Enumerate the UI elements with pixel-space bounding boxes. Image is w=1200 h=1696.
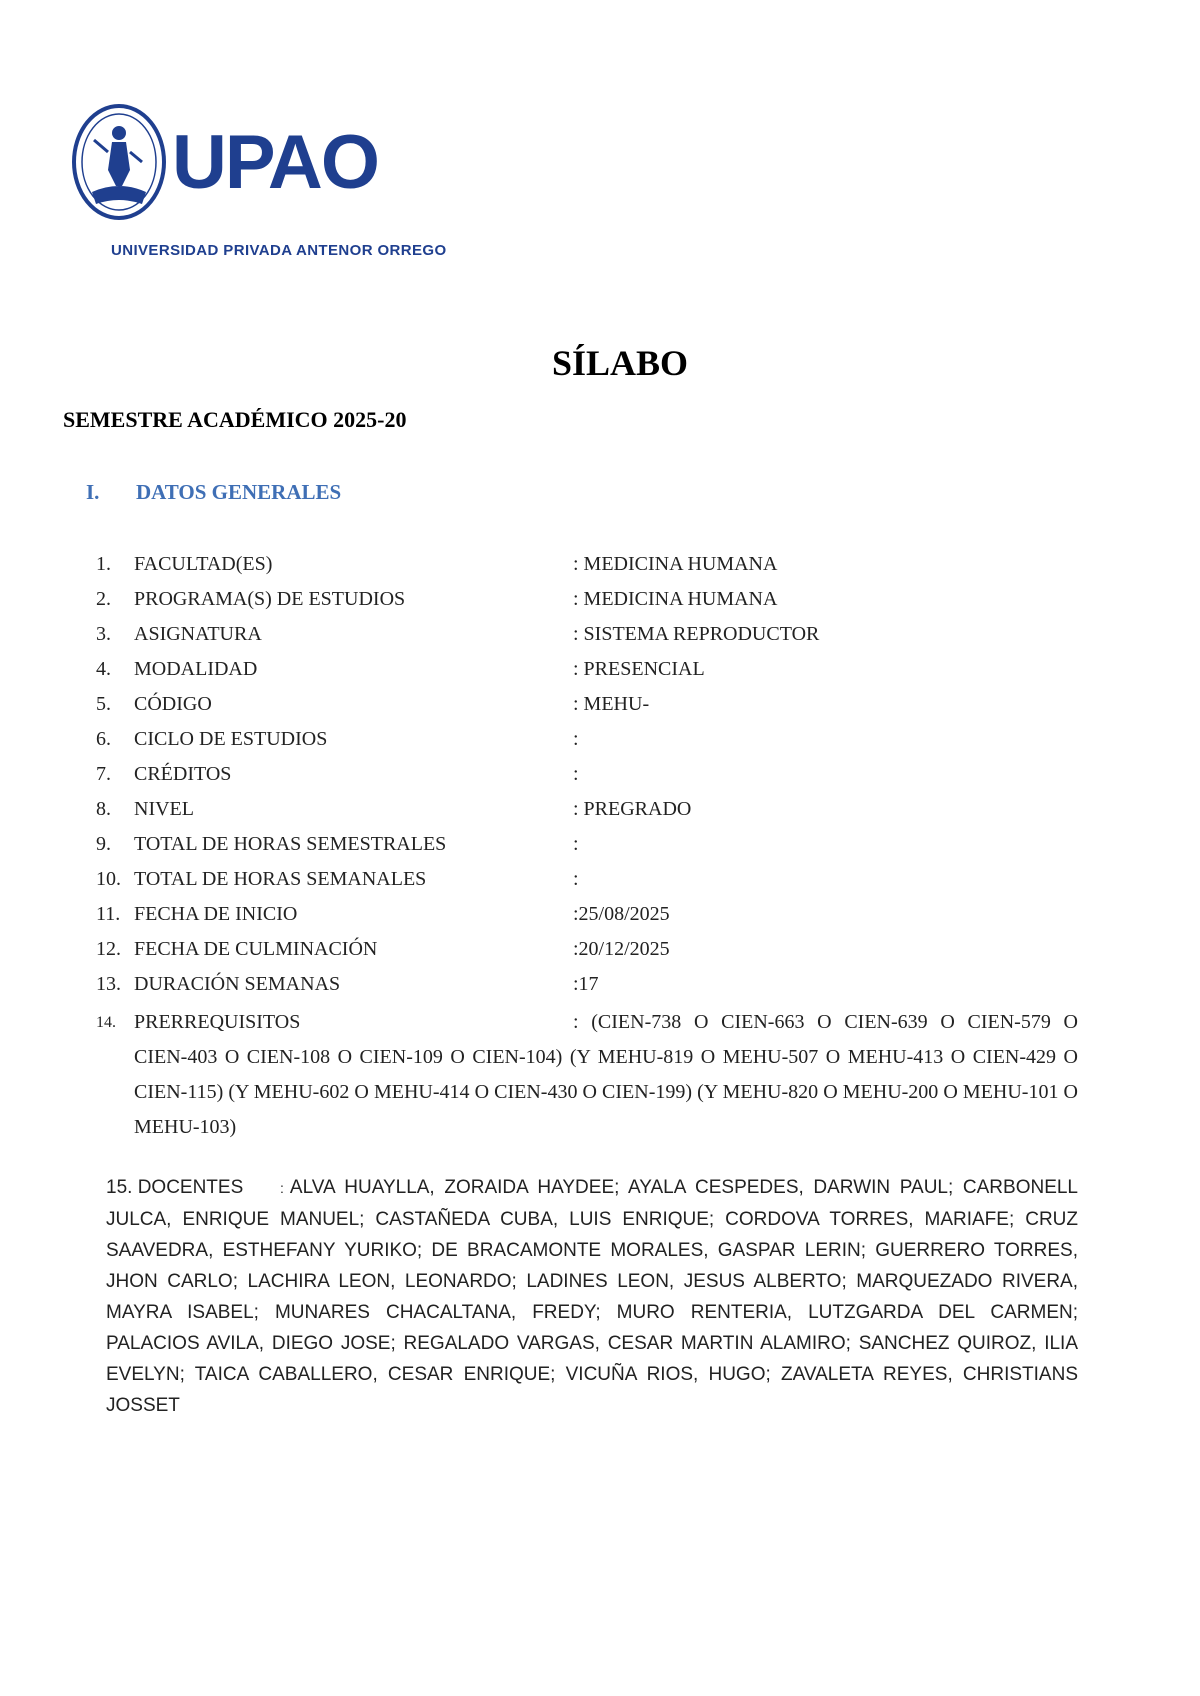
field-label: FECHA DE INICIO	[134, 903, 298, 925]
field-number: 13.	[96, 973, 121, 995]
field-duration-weeks	[96, 970, 1078, 1005]
field-value: :	[573, 833, 579, 855]
field-label: FACULTAD(ES)	[134, 553, 273, 575]
field-number: 6.	[96, 728, 111, 750]
field-number: 8.	[96, 798, 111, 820]
field-label: CÓDIGO	[134, 693, 212, 715]
field-value: :	[573, 868, 579, 890]
field-value: : PREGRADO	[573, 798, 692, 820]
logo-wordmark: UPAO	[172, 120, 378, 205]
general-data-list	[96, 550, 1078, 1005]
field-label: NIVEL	[134, 798, 194, 820]
field-value: : SISTEMA REPRODUCTOR	[573, 623, 820, 645]
field-number: 11.	[96, 903, 121, 925]
field-number: 10.	[96, 868, 121, 890]
field-label: CICLO DE ESTUDIOS	[134, 728, 328, 750]
field-start-date	[96, 900, 1078, 935]
field-value: :	[573, 728, 579, 750]
field-credits	[96, 760, 1078, 795]
section-title: DATOS GENERALES	[136, 480, 342, 504]
field-number: 12.	[96, 938, 121, 960]
field-value: : MEDICINA HUMANA	[573, 553, 778, 575]
field-label: ASIGNATURA	[134, 623, 262, 645]
field-label: MODALIDAD	[134, 658, 258, 680]
field-value: : MEHU-	[573, 693, 650, 715]
field-value-continued: CIEN-403 O CIEN-108 O CIEN-109 O CIEN-104) (Y MEHU-819 O MEHU-507 O MEHU-413 O CIEN-429 O CIEN-115) (Y MEHU-602 O MEHU-414 O CIEN-430 O CIEN-199) (Y MEHU-820 O MEHU-200 O MEHU-101 O MEHU-103)	[134, 1046, 1078, 1138]
field-value: : PRESENCIAL	[573, 658, 705, 680]
field-label: TOTAL DE HORAS SEMANALES	[134, 868, 427, 890]
field-code	[96, 690, 1078, 725]
field-number: 4.	[96, 658, 111, 680]
field-number: 3.	[96, 623, 111, 645]
field-program	[96, 585, 1078, 620]
field-label: CRÉDITOS	[134, 763, 232, 785]
field-modality	[96, 655, 1078, 690]
semester-heading: SEMESTRE ACADÉMICO 2025-20	[63, 407, 407, 432]
field-faculty	[96, 550, 1078, 585]
field-weekly-hours	[96, 865, 1078, 900]
field-value: : (CIEN-738 O CIEN-663 O CIEN-639 O CIEN-579 O	[573, 1011, 1078, 1033]
field-value: :20/12/2025	[573, 938, 670, 960]
field-number: 9.	[96, 833, 111, 855]
field-label: PRERREQUISITOS	[134, 1011, 301, 1033]
field-cycle	[96, 725, 1078, 760]
field-semester-hours	[96, 830, 1078, 865]
university-seal-icon	[74, 106, 164, 218]
field-value: : MEDICINA HUMANA	[573, 588, 778, 610]
teachers-label: 15. DOCENTES	[106, 1177, 244, 1198]
teachers-value: ALVA HUAYLLA, ZORAIDA HAYDEE; AYALA CESPEDES, DARWIN PAUL; CARBONELL JULCA, ENRIQUE MANUEL; CASTAÑEDA CUBA, LUIS ENRIQUE; CORDOVA TORRES, MARIAFE; CRUZ SAAVEDRA, ESTHEFANY YURIKO; DE BRACAMONTE MORALES, GASPAR LERIN; GUERRERO TORRES, JHON CARLO; LACHIRA LEON, LEONARDO; LADINES LEON, JESUS ALBERTO; MARQUEZADO RIVERA, MAYRA ISABEL; MUNARES CHACALTANA, FREDY; MURO RENTERIA, LUTZGARDA DEL CARMEN; PALACIOS AVILA, DIEGO JOSE; REGALADO VARGAS, CESAR MARTIN ALAMIRO; SANCHEZ QUIROZ, ILIA EVELYN; TAICA CABALLERO, CESAR ENRIQUE; VICUÑA RIOS, HUGO; ZAVALETA REYES, CHRISTIANS JOSSET	[106, 1177, 1078, 1416]
teachers-colon: :	[280, 1180, 284, 1196]
university-logo	[72, 100, 402, 225]
field-label: TOTAL DE HORAS SEMESTRALES	[134, 833, 447, 855]
field-number: 7.	[96, 763, 111, 785]
field-value: :25/08/2025	[573, 903, 670, 925]
field-label: PROGRAMA(S) DE ESTUDIOS	[134, 588, 406, 610]
field-end-date	[96, 935, 1078, 970]
field-number: 5.	[96, 693, 111, 715]
section-number: I.	[86, 480, 100, 504]
field-teachers	[106, 1172, 1078, 1421]
field-prerequisites	[96, 1005, 1078, 1145]
field-number: 14.	[96, 1014, 116, 1031]
section-heading	[86, 480, 341, 505]
document-title: SÍLABO	[551, 343, 689, 383]
field-number: 2.	[96, 588, 111, 610]
university-name: UNIVERSIDAD PRIVADA ANTENOR ORREGO	[111, 242, 447, 259]
field-number: 1.	[96, 553, 111, 575]
field-course	[96, 620, 1078, 655]
field-level	[96, 795, 1078, 830]
field-value: :	[573, 763, 579, 785]
field-label: DURACIÓN SEMANAS	[134, 973, 341, 995]
field-value: :17	[573, 973, 599, 995]
field-label: FECHA DE CULMINACIÓN	[134, 938, 378, 960]
